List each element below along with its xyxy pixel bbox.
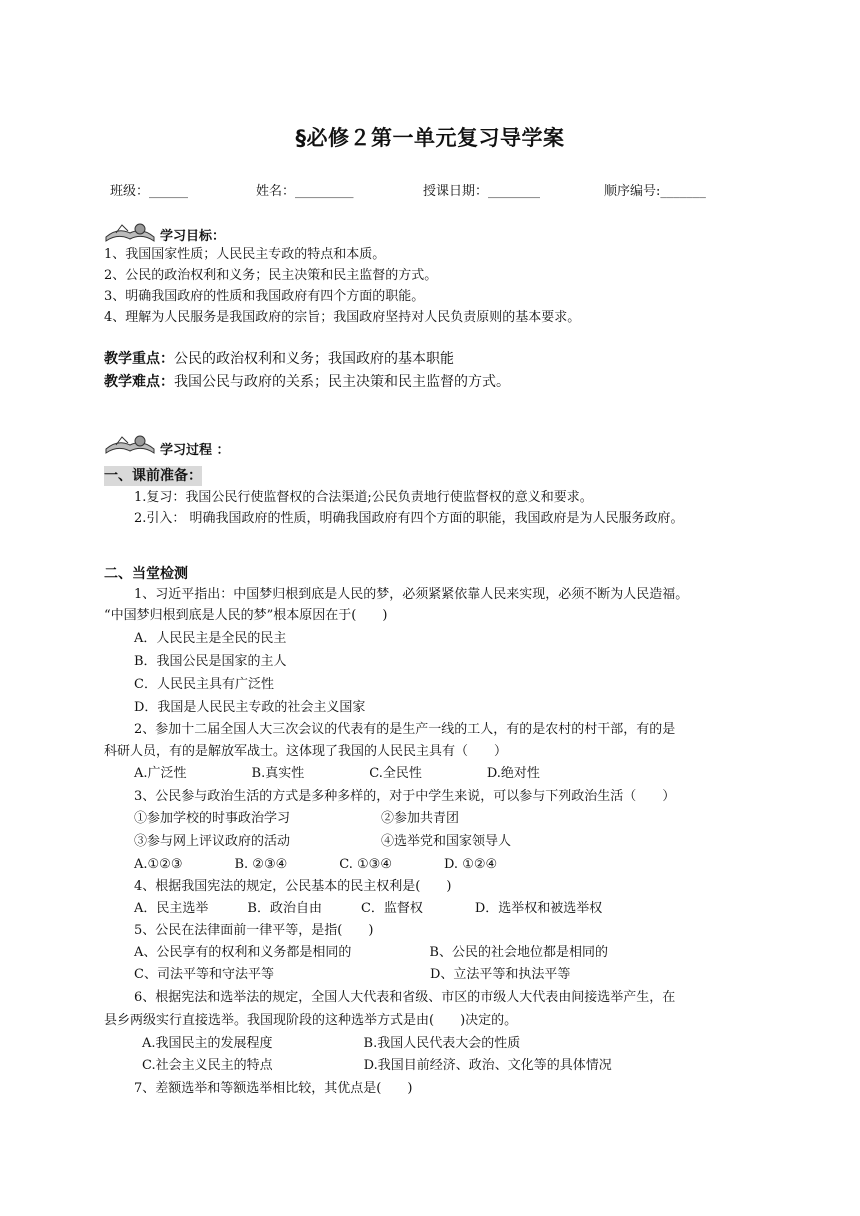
goals-heading: 学习目标： [160,229,226,244]
question-line: 3、公民参与政治生活的方式是多种多样的，对于中学生来说，可以参与下列政治生活（ ） [134,789,676,804]
class-field: 班级：______ [110,184,189,199]
question-line: 4、根据我国宪法的规定，公民基本的民主权利是( ) [134,879,452,894]
goal-item: 2、公民的政治权利和义务；民主决策和民主监督的方式。 [104,268,438,283]
book-icon [104,431,156,457]
question-line: 科研人员，有的是解放军战士。这体现了我国的人民民主具有（ ） [104,744,508,759]
question-line: 1、习近平指出：中国梦归根到底是人民的梦，必须紧紧依靠人民来实现，必须不断为人民造福。 [134,587,689,602]
question-line: 7、差额选举和等额选举相比较，其优点是( ) [134,1081,413,1096]
book-icon [104,219,156,245]
option-line: A、公民享有的权利和义务都是相同的 B、公民的社会地位都是相同的 [134,945,608,960]
page-title: §必修２第一单元复习导学案 [295,126,565,150]
teaching-focus [104,349,454,369]
option-line: A.①②③ B. ②③④ C. ①③④ D. ①②④ [134,857,498,872]
question-line: 县乡两级实行直接选举。我国现阶段的这种选举方式是由( )决定的。 [104,1013,518,1028]
option-line: C、司法平等和守法平等 D、立法平等和执法平等 [134,967,571,982]
question-line: 5、公民在法律面前一律平等，是指( ) [134,923,374,938]
question-line: 2、参加十二届全国人大三次会议的代表有的是生产一线的工人，有的是农村的村干部，有的是 [134,722,676,737]
goal-item: 3、明确我国政府的性质和我国政府有四个方面的职能。 [104,289,425,304]
option-line: A.我国民主的发展程度 B.我国人民代表大会的性质 [142,1036,521,1051]
teaching-difficulty [104,372,510,392]
focus-label: 教学重点： [104,351,174,367]
focus-text: 公民的政治权利和义务；我国政府的基本职能 [174,351,454,367]
test-title: 二、当堂检测 [104,566,188,582]
option-line: ①参加学校的时事政治学习 ②参加共青团 [134,811,460,826]
order-number-field: 顺序编号:_______ [604,184,706,199]
option-line: ③参与网上评议政府的活动 ④选举党和国家领导人 [134,834,512,849]
prep-item: 1.复习：我国公民行使监督权的合法渠道;公民负责地行使监督权的意义和要求。 [134,490,593,505]
difficulty-text: 我国公民与政府的关系；民主决策和民主监督的方式。 [174,374,510,390]
prep-item: 2.引入： 明确我国政府的性质，明确我国政府有四个方面的职能，我国政府是为人民服务政府。 [134,511,684,526]
option-line: A．人民民主是全民的民主 [134,631,287,646]
option-line: A．民主选举 B．政治自由 C．监督权 D．选举权和被选举权 [134,901,603,916]
prep-title: 一、课前准备： [104,468,202,484]
option-line: C．人民民主具有广泛性 [134,677,274,692]
question-line: “中国梦归根到底是人民的梦”根本原因在于( ) [104,608,388,623]
option-line: C.社会主义民主的特点 D.我国目前经济、政治、文化等的具体情况 [142,1058,612,1073]
goal-item: 4、理解为人民服务是我国政府的宗旨；我国政府坚持对人民负责原则的基本要求。 [104,310,581,325]
question-line: 6、根据宪法和选举法的规定，全国人大代表和省级、市区的市级人大代表由间接选举产生，在 [134,990,676,1005]
process-heading: 学习过程 ： [160,443,230,458]
option-line: B．我国公民是国家的主人 [134,654,287,669]
goal-item: 1、我国国家性质；人民民主专政的特点和本质。 [104,247,386,262]
date-field: 授课日期：________ [423,184,541,199]
option-line: A.广泛性 B.真实性 C.全民性 D.绝对性 [134,766,540,781]
option-line: D．我国是人民民主专政的社会主义国家 [134,700,366,715]
name-field: 姓名：_________ [256,184,354,199]
difficulty-label: 教学难点： [104,374,174,390]
